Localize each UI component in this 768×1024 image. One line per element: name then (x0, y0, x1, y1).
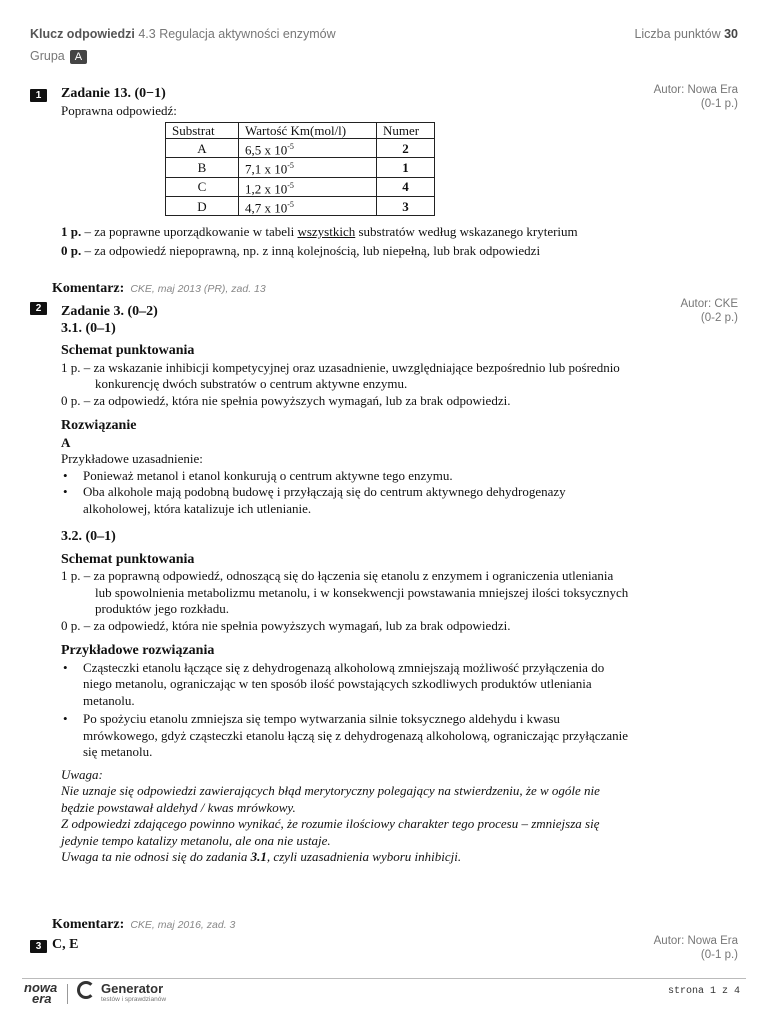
scoring-scheme-heading: Schemat punktowania (61, 551, 195, 567)
document-title: Klucz odpowiedzi 4.3 Regulacja aktywności enzymów (30, 27, 336, 41)
table-cell: 7,1 x $10^{-5}$ (239, 158, 377, 177)
task-subtitle: Poprawna odpowiedź: (61, 102, 177, 118)
question-1-comment: Komentarz: CKE, maj 2013 (PR), zad. 13 (52, 281, 266, 296)
table-cell: 2 (377, 139, 435, 158)
table-header: Numer (377, 123, 435, 139)
table-cell: 3 (377, 196, 435, 215)
list-item: • Po spożyciu etanolu zmniejsza się tempo wytwarzania silnie toksycznego aldehydu i kwasu mrówkowego, gdyż cząsteczki etanolu łączą się z dehydrogenazą alkoholową, ograniczając przyłączanie się metanolu. (61, 711, 631, 761)
table-cell: A (166, 139, 239, 158)
question-1-scoring (61, 224, 631, 259)
substrate-table (165, 122, 435, 216)
logo-divider (67, 984, 68, 1004)
nowa-era-logo: nowa era (24, 980, 58, 1006)
table-row (166, 139, 435, 158)
page-indicator: strona 1 z 4 (667, 986, 740, 997)
solution-answer: A (61, 434, 71, 450)
question-1-body (61, 86, 631, 119)
note-text: Uwaga ta nie odnosi się do zadania 3.1, czyli uzasadnienia wyboru inhibicji. (61, 849, 462, 864)
table-cell: 6,5 x $10^{-5}$ (239, 139, 377, 158)
score-0-point: 0 p. – za odpowiedź, która nie spełnia powyższych wymagań, lub za brak odpowiedzi. (61, 617, 511, 633)
points-total: Liczba punktów 30 (634, 27, 738, 41)
question-2-body (61, 304, 631, 866)
score-1-point: 1 p. – za wskazanie inhibicji kompetycyjnej oraz uzasadnienie, uwzględniające bezpośrednio lub pośrednio konkurencję dwóch substratów o centrum aktywne enzymu. (61, 359, 620, 391)
table-cell: 4,7 x $10^{-5}$ (239, 196, 377, 215)
table-header: Wartość Km(mol/l) (239, 123, 377, 139)
footer-divider (22, 978, 746, 979)
task-title: Zadanie 3. (0–2) (61, 304, 158, 319)
group-indicator: Grupa A (30, 49, 87, 64)
list-item: • Ponieważ metanol i etanol konkurują o centrum aktywne tego enzymu. (61, 468, 631, 485)
score-1-point: 1 p. – za poprawne uporządkowanie w tabeli wszystkich substratów według wskazanego kryterium (61, 224, 578, 239)
table-cell: 4 (377, 177, 435, 196)
question-number-2: 2 (30, 302, 47, 315)
question-1-author: Autor: Nowa Era (0-1 p.) (653, 84, 738, 110)
table-cell: 1,2 x $10^{-5}$ (239, 177, 377, 196)
question-2-comment: Komentarz: CKE, maj 2016, zad. 3 (52, 917, 236, 932)
question-number-1: 1 (30, 89, 47, 102)
table-cell: C (166, 177, 239, 196)
generator-icon (77, 981, 95, 999)
score-0-point: 0 p. – za odpowiedź, która nie spełnia powyższych wymagań, lub za brak odpowiedzi. (61, 392, 511, 408)
table-row (166, 158, 435, 177)
justification-label: Przykładowe uzasadnienie: (61, 451, 203, 466)
table-cell: D (166, 196, 239, 215)
table-row (166, 177, 435, 196)
note-heading: Uwaga: (61, 766, 103, 782)
subtask-31-title: 3.1. (0–1) (61, 320, 116, 336)
question-3-answer: C, E (52, 937, 79, 952)
list-item: • Cząsteczki etanolu łączące się z dehydrogenazą alkoholową zmniejszają możliwość przyłączenia do niego metanolu, ograniczając w ten sposób ilość powstających szkodliwych produktów utleniania metanolu. (61, 660, 631, 710)
table-cell: 1 (377, 158, 435, 177)
note-text: Nie uznaje się odpowiedzi zawierających błąd merytoryczny polegający na stwierdzeniu, że w ogóle nie będzie powstawał aldehyd / kwas mrówkowy. (61, 783, 600, 815)
table-row (166, 196, 435, 215)
question-number-3: 3 (30, 940, 47, 953)
table-header: Substrat (166, 123, 239, 139)
scoring-scheme-heading: Schemat punktowania (61, 343, 195, 358)
table-header-row (166, 123, 435, 139)
score-1-point: 1 p. – za poprawną odpowiedź, odnoszącą się do łączenia się etanolu z enzymem i ograniczenia utleniania lub spowolnienia metabolizmu metanolu, i w konsekwencji powstawania mniejszej ilości toksycznych produktów jego rozkładu. (61, 568, 629, 616)
solution-heading: Rozwiązanie (61, 418, 137, 433)
question-3-author: Autor: Nowa Era (0-1 p.) (653, 935, 738, 961)
question-2-author: Autor: CKE (0-2 p.) (680, 298, 738, 324)
note-text: Z odpowiedzi zdającego powinno wynikać, że rozumie ilościowy charakter tego procesu – zmniejsza się jedynie tempo katalizy metanolu, ale ona nie ustaje. (61, 816, 600, 848)
task-title: Zadanie 13. (0−1) (61, 86, 166, 101)
group-badge: A (70, 50, 87, 64)
table-cell: B (166, 158, 239, 177)
page-header (30, 27, 738, 47)
subtask-32-title: 3.2. (0–1) (61, 529, 116, 544)
example-solutions-heading: Przykładowe rozwiązania (61, 643, 215, 658)
score-0-point: 0 p. – za odpowiedź niepoprawną, np. z inną kolejnością, lub niepełną, lub brak odpowiedzi (61, 242, 541, 258)
list-item: • Oba alkohole mają podobną budowę i przyłączają się do centrum aktywnego dehydrogenazy alkoholowej, która katalizuje ich utlenianie. (61, 484, 631, 517)
